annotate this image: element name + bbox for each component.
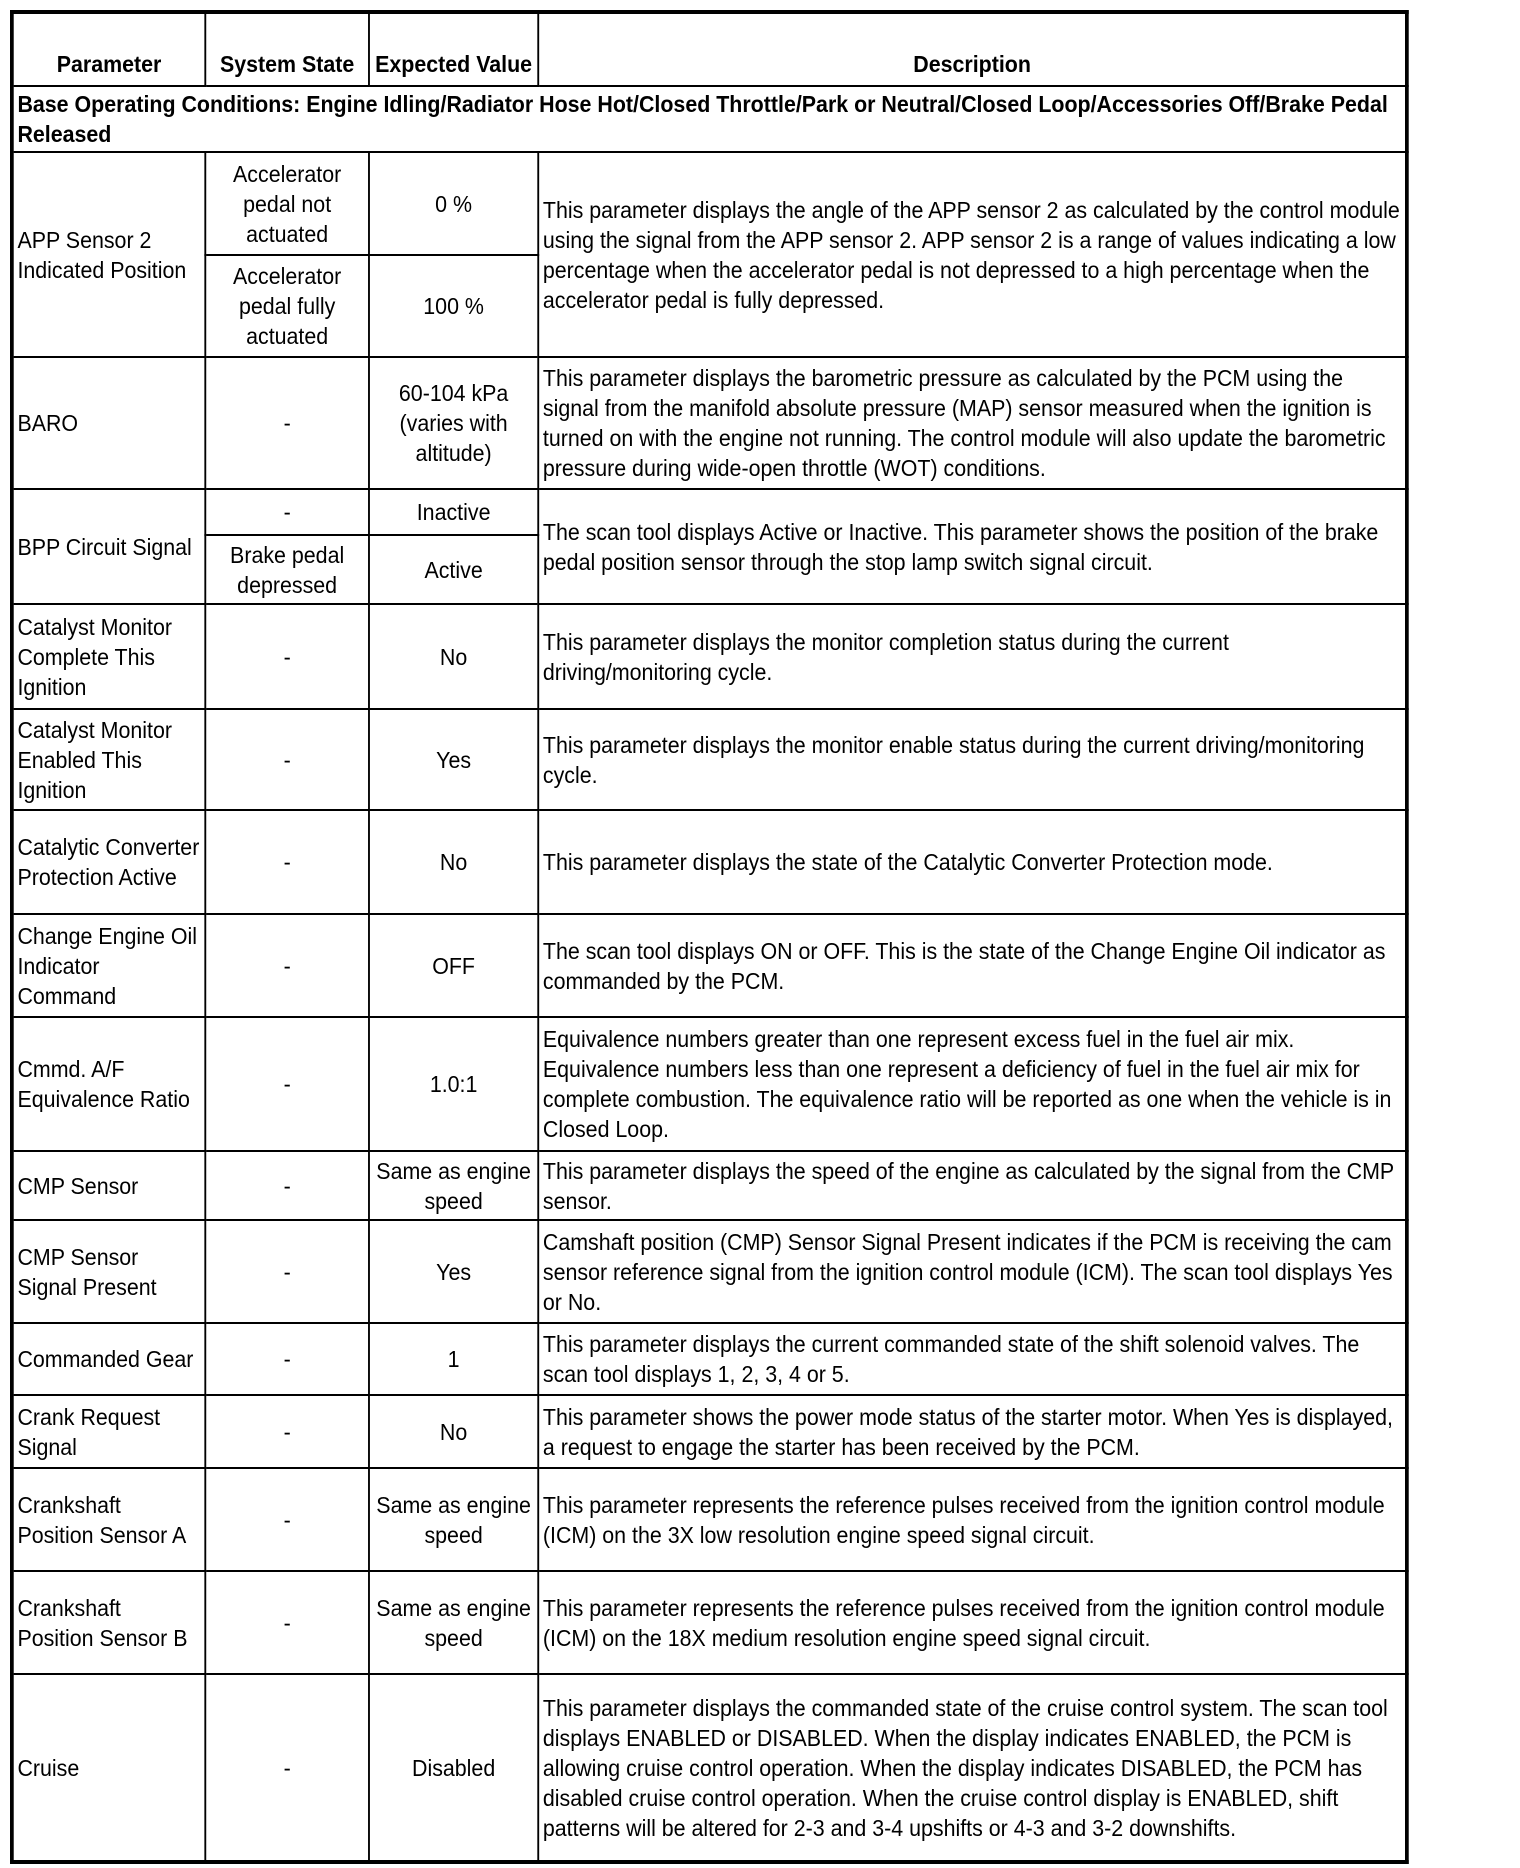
system-state-cell: - <box>205 810 369 914</box>
table-row <box>12 1674 1407 1862</box>
expected-value-cell: OFF <box>369 914 538 1017</box>
description-cell: Camshaft position (CMP) Sensor Signal Present indicates if the PCM is receiving the cam sensor reference signal from the ignition control module (ICM). The scan tool displays Yes or No. <box>538 1220 1407 1323</box>
conditions-row <box>12 86 1407 152</box>
description-cell: This parameter displays the angle of the APP sensor 2 as calculated by the control module using the signal from the APP sensor 2. APP sensor 2 is a range of values indicating a low percentage when the accelerator pedal is not depressed to a high percentage when the accelerator pedal is fully depressed. <box>538 152 1407 357</box>
table-row <box>12 1571 1407 1674</box>
table-row <box>12 1017 1407 1151</box>
parameter-cell: CMP Sensor Signal Present <box>12 1220 205 1323</box>
system-state-cell: - <box>205 489 369 535</box>
expected-value-cell: Inactive <box>369 489 538 535</box>
table-row <box>12 810 1407 914</box>
parameter-cell: Catalyst Monitor Complete This Ignition <box>12 604 205 709</box>
description-cell: This parameter displays the monitor completion status during the current driving/monitoring cycle. <box>538 604 1407 709</box>
description-cell: This parameter represents the reference pulses received from the ignition control module (ICM) on the 3X low resolution engine speed signal circuit. <box>538 1468 1407 1571</box>
system-state-cell: Brake pedal depressed <box>205 535 369 604</box>
parameter-cell: BPP Circuit Signal <box>12 489 205 604</box>
system-state-cell: - <box>205 604 369 709</box>
expected-value-cell: Yes <box>369 709 538 810</box>
system-state-cell: - <box>205 1323 369 1395</box>
expected-value-cell: 1.0:1 <box>369 1017 538 1151</box>
system-state-cell: Accelerator pedal fully actuated <box>205 255 369 357</box>
system-state-cell: - <box>205 1674 369 1862</box>
parameter-cell: CMP Sensor <box>12 1151 205 1220</box>
table-row <box>12 914 1407 1017</box>
system-state-cell: Accelerator pedal not actuated <box>205 152 369 255</box>
expected-value-cell: No <box>369 1395 538 1468</box>
description-cell: This parameter displays the barometric pressure as calculated by the PCM using the signal from the manifold absolute pressure (MAP) sensor measured when the ignition is turned on with the engine not running. The control module will also update the barometric pressure during wide-open throttle (WOT) conditions. <box>538 357 1407 489</box>
parameter-cell: Crankshaft Position Sensor B <box>12 1571 205 1674</box>
parameter-cell: Catalyst Monitor Enabled This Ignition <box>12 709 205 810</box>
expected-value-cell: 60-104 kPa (varies with altitude) <box>369 357 538 489</box>
description-cell: This parameter displays the state of the Catalytic Converter Protection mode. <box>538 810 1407 914</box>
expected-value-cell: Active <box>369 535 538 604</box>
header-row <box>12 12 1407 86</box>
description-cell: This parameter shows the power mode status of the starter motor. When Yes is displayed, a request to engage the starter has been received by the PCM. <box>538 1395 1407 1468</box>
description-cell: The scan tool displays ON or OFF. This is the state of the Change Engine Oil indicator as commanded by the PCM. <box>538 914 1407 1017</box>
expected-value-cell: Same as engine speed <box>369 1151 538 1220</box>
parameter-cell: Cruise <box>12 1674 205 1862</box>
description-cell: This parameter represents the reference pulses received from the ignition control module (ICM) on the 18X medium resolution engine speed signal circuit. <box>538 1571 1407 1674</box>
system-state-cell: - <box>205 914 369 1017</box>
parameter-cell: APP Sensor 2 Indicated Position <box>12 152 205 357</box>
parameter-cell: Catalytic Converter Protection Active <box>12 810 205 914</box>
header-parameter: Parameter <box>12 12 205 86</box>
description-cell: This parameter displays the speed of the engine as calculated by the signal from the CMP sensor. <box>538 1151 1407 1220</box>
expected-value-cell: No <box>369 604 538 709</box>
description-cell: The scan tool displays Active or Inactive. This parameter shows the position of the brake pedal position sensor through the stop lamp switch signal circuit. <box>538 489 1407 604</box>
expected-value-cell: Yes <box>369 1220 538 1323</box>
system-state-cell: - <box>205 1017 369 1151</box>
table-row <box>12 709 1407 810</box>
expected-value-cell: Disabled <box>369 1674 538 1862</box>
header-system-state: System State <box>205 12 369 86</box>
system-state-cell: - <box>205 1571 369 1674</box>
base-operating-conditions: Base Operating Conditions: Engine Idling/Radiator Hose Hot/Closed Throttle/Park or Neutral/Closed Loop/Accessories Off/Brake Pedal Released <box>12 86 1407 152</box>
table-row <box>12 604 1407 709</box>
expected-value-cell: 1 <box>369 1323 538 1395</box>
table-row <box>12 1323 1407 1395</box>
table-row <box>12 152 1407 255</box>
table-row <box>12 357 1407 489</box>
description-cell: This parameter displays the current commanded state of the shift solenoid valves. The scan tool displays 1, 2, 3, 4 or 5. <box>538 1323 1407 1395</box>
parameter-cell: Change Engine Oil Indicator Command <box>12 914 205 1017</box>
system-state-cell: - <box>205 709 369 810</box>
expected-value-cell: Same as engine speed <box>369 1468 538 1571</box>
system-state-cell: - <box>205 357 369 489</box>
header-description: Description <box>538 12 1407 86</box>
parameter-cell: Crank Request Signal <box>12 1395 205 1468</box>
parameter-cell: Commanded Gear <box>12 1323 205 1395</box>
table-row <box>12 1151 1407 1220</box>
description-cell: This parameter displays the monitor enable status during the current driving/monitoring cycle. <box>538 709 1407 810</box>
header-expected-value: Expected Value <box>369 12 538 86</box>
system-state-cell: - <box>205 1220 369 1323</box>
expected-value-cell: No <box>369 810 538 914</box>
parameter-cell: Crankshaft Position Sensor A <box>12 1468 205 1571</box>
system-state-cell: - <box>205 1395 369 1468</box>
expected-value-cell: 100 % <box>369 255 538 357</box>
table-row <box>12 1468 1407 1571</box>
scan-tool-data-table <box>10 10 1409 1864</box>
description-cell: Equivalence numbers greater than one represent excess fuel in the fuel air mix. Equivalence numbers less than one represent a deficiency of fuel in the fuel air mix for complete combustion. The equivalence ratio will be reported as one when the vehicle is in Closed Loop. <box>538 1017 1407 1151</box>
expected-value-cell: 0 % <box>369 152 538 255</box>
expected-value-cell: Same as engine speed <box>369 1571 538 1674</box>
table-row <box>12 1220 1407 1323</box>
system-state-cell: - <box>205 1151 369 1220</box>
parameter-cell: BARO <box>12 357 205 489</box>
table-row <box>12 1395 1407 1468</box>
description-cell: This parameter displays the commanded state of the cruise control system. The scan tool displays ENABLED or DISABLED. When the display indicates ENABLED, the PCM is allowing cruise control operation. When the display indicates DISABLED, the PCM has disabled cruise control operation. When the cruise control display is ENABLED, shift patterns will be altered for 2-3 and 3-4 upshifts or 4-3 and 3-2 downshifts. <box>538 1674 1407 1862</box>
table-row <box>12 489 1407 535</box>
system-state-cell: - <box>205 1468 369 1571</box>
parameter-cell: Cmmd. A/F Equivalence Ratio <box>12 1017 205 1151</box>
